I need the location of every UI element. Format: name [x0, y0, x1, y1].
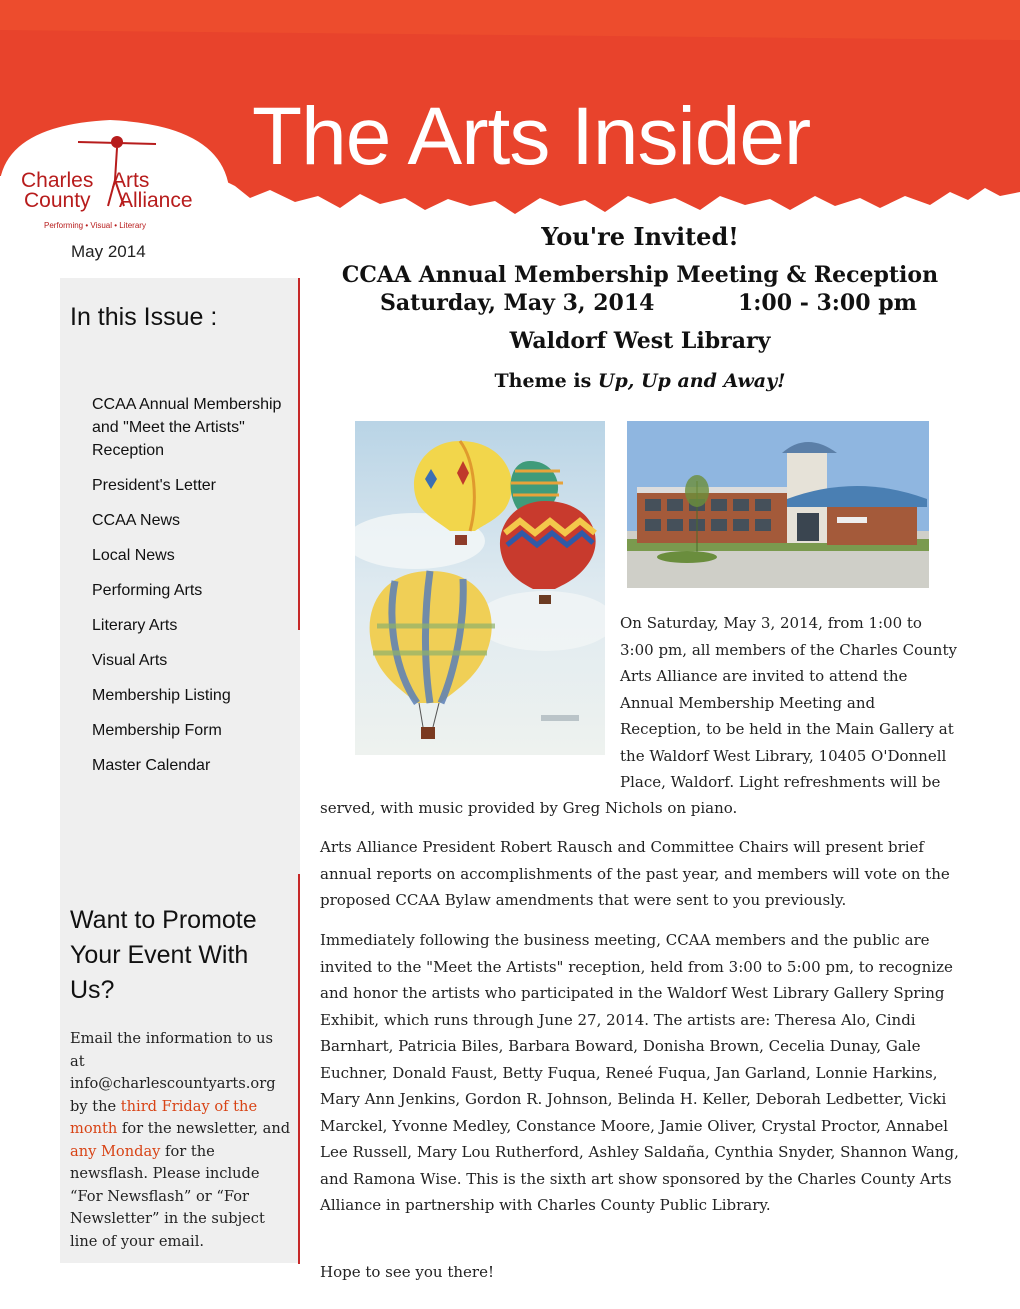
paragraph-closing: Hope to see you there! — [320, 1263, 494, 1281]
logo-arts: Arts — [112, 169, 150, 192]
toc-item[interactable]: CCAA News — [92, 512, 181, 529]
sidebar-divider-top — [298, 278, 300, 630]
toc-item[interactable]: CCAA Annual Membership and "Meet the Artists" Reception — [92, 396, 282, 459]
promo-deadline-newsletter: third Friday of the month — [70, 1097, 258, 1137]
promo-heading: Want to Promote Your Event With Us? — [70, 906, 257, 1004]
promo-text-part: Email the information to us at info@charlescountyarts.org by the — [70, 1030, 276, 1115]
logo-tagline: Performing • Visual • Literary — [44, 221, 146, 230]
table-of-contents — [92, 393, 292, 789]
toc-item[interactable]: Membership Form — [92, 722, 222, 739]
sidebar-divider-bottom — [298, 874, 300, 1264]
paragraph-artists: Immediately following the business meeting, CCAA members and the public are invited to the "Meet the Artists" reception, held from 3:00 to 5:00 pm, to recognize and honor the artists who participated in the Waldorf West Library Gallery Spring Exhibit, which runs through June 27, 2014. The artists are: Theresa Alo, Cindi Barnhart, Patricia Biles, Barbara Boward, Donisha Brown, Cecelia Dunay, Gale Euchner, Donald Faust, Betty Fuqua, Reneé Fuqua, Jan Garland, Lonnie Harkins, Mary Ann Jenkins, Gordon R. Johnson, Belinda H. Keller, Deborah Ledbetter, Vicki Marckel, Yvonne Medley, Constance Moore, Jamie Oliver, Crystal Proctor, Annabel Lee Russell, Mary Lou Rutherford, Ashley Saldaña, Cynthia Snyder, Shannon Wang, and Ramona Wise. This is the sixth art show sponsored by the Charles County Arts Alliance in partnership with Charles County Public Library. — [320, 931, 959, 1214]
paragraph-reports: Arts Alliance President Robert Rausch and Committee Chairs will present brief annual reports on accomplishments of the past year, and members will vote on the proposed CCAA Bylaw amendments that were sent to you previously. — [320, 838, 950, 909]
logo — [0, 120, 235, 238]
paragraph-intro: On Saturday, May 3, 2014, from 1:00 to 3:00 pm, all members of the Charles County Arts Alliance are invited to attend the Annual Membership Meeting and Reception, to be held in the Main Gallery at the Waldorf West Library, 10405 O'Donnell Place, Waldorf. Light refreshments will be — [620, 614, 957, 791]
event-time: 1:00 - 3:00 pm — [738, 290, 917, 316]
issue-date: May 2014 — [71, 242, 146, 261]
library-image — [627, 421, 929, 588]
event-heading: CCAA Annual Membership Meeting & Reception — [341, 262, 939, 288]
toc-item[interactable]: Local News — [92, 547, 175, 564]
paragraph-intro-end: served, with music provided by Greg Nichols on piano. — [320, 799, 738, 817]
toc-item[interactable]: Master Calendar — [92, 757, 211, 774]
promo-text-part: for the newsletter, and — [117, 1120, 291, 1137]
promo-text — [70, 1028, 292, 1253]
newsletter-title: The Arts Insider — [252, 91, 811, 182]
balloons-image — [355, 421, 605, 755]
toc-item[interactable]: Performing Arts — [92, 582, 203, 599]
theme-heading — [320, 370, 960, 392]
theme-name: Up, Up and Away! — [597, 370, 786, 392]
event-date: Saturday, May 3, 2014 — [380, 290, 655, 316]
logo-county: County — [24, 189, 91, 212]
toc-item[interactable]: Literary Arts — [92, 617, 178, 634]
theme-prefix: Theme is — [494, 370, 598, 392]
venue-heading: Waldorf West Library — [509, 328, 771, 354]
logo-charles: Charles — [21, 169, 94, 192]
logo-alliance: Alliance — [119, 189, 193, 212]
toc-item[interactable]: Visual Arts — [92, 652, 168, 669]
invite-heading: You're Invited! — [541, 222, 739, 251]
in-this-issue-heading: In this Issue : — [70, 303, 218, 331]
promo-text-part: for the newsflash. Please include “For Newsflash” or “For Newsletter” in the subject line of your email. — [70, 1142, 265, 1250]
toc-item[interactable]: Membership Listing — [92, 687, 231, 704]
toc-item[interactable]: President's Letter — [92, 477, 217, 494]
promo-deadline-newsflash: any Monday — [70, 1142, 161, 1160]
